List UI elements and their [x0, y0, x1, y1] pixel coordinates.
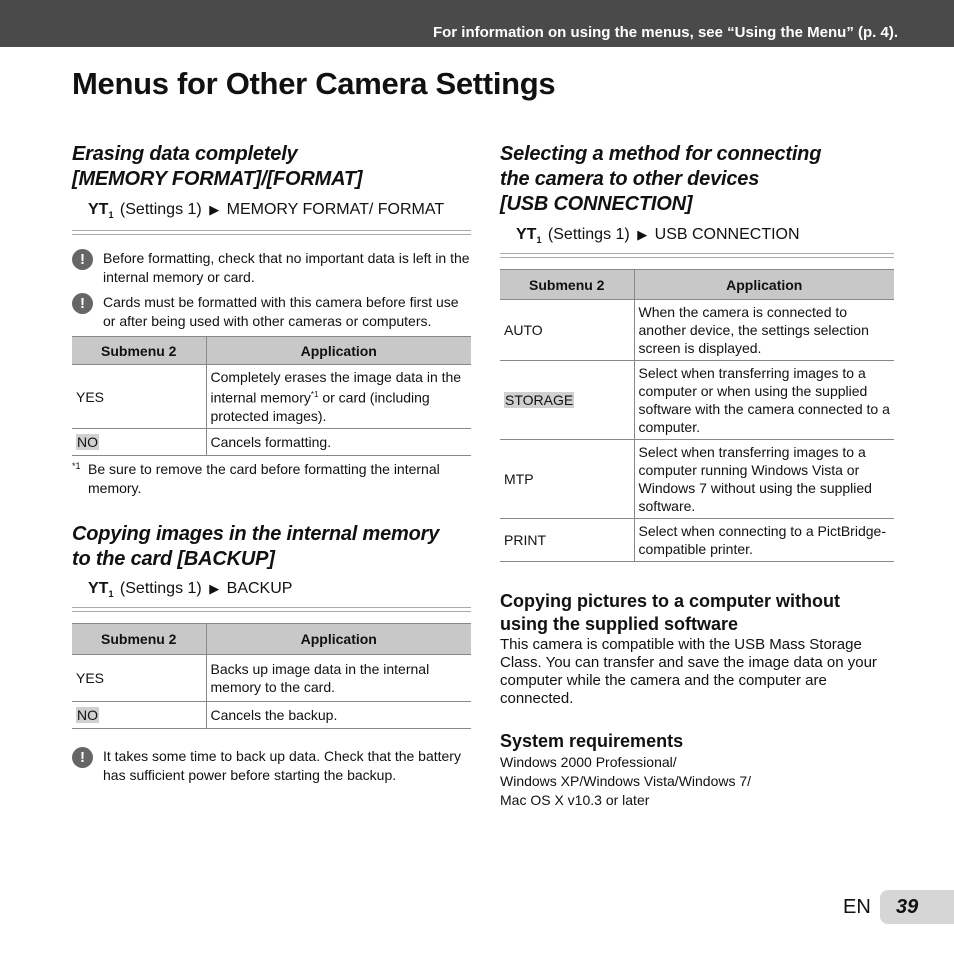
caution-note: ! Before formatting, check that no important data is left in the internal memory or card.: [72, 249, 471, 287]
sysreq-list: [500, 753, 894, 810]
column-header: Submenu 2: [500, 270, 634, 300]
submenu-cell: YES: [72, 655, 206, 702]
application-cell: Select when transferring images to a computer or when using the supplied software with the camera connected to a computer.: [634, 361, 894, 440]
header-bar: [0, 0, 954, 47]
backup-menu-path: $YT_1$ (Settings 1) ▶ BACKUP: [88, 579, 293, 600]
copying-body: This camera is compatible with the USB Mass Storage Class. You can transfer and save the image data on your computer while the camera and the computer are connected.: [500, 636, 877, 708]
caution-icon: !: [72, 249, 93, 270]
table-row: [72, 655, 471, 702]
submenu-cell: NO: [72, 702, 206, 729]
format-menu-path: $YT_1$ (Settings 1) ▶ MEMORY FORMAT/ FORMAT: [88, 201, 445, 221]
table-row: [500, 519, 894, 562]
sysreq-heading: System requirements: [500, 731, 684, 752]
application-cell: Select when transferring images to a computer running Windows Vista or Windows 7 without using the supplied software.: [634, 440, 894, 519]
application-cell: When the camera is connected to another device, the settings selection screen is displayed.: [634, 300, 894, 361]
caution-note: ! Cards must be formatted with this camera before first use or after being used with other cameras or computers.: [72, 293, 471, 331]
sysreq-line: Mac OS X v10.3 or later: [500, 792, 650, 809]
submenu-cell: YES: [72, 365, 206, 429]
table-row: [72, 702, 471, 729]
column-header: Application: [206, 337, 471, 365]
column-header: Application: [206, 624, 471, 655]
submenu-cell: NO: [72, 428, 206, 455]
usb-heading: Selecting a method for connecting the camera to other devices [USB CONNECTION]: [500, 143, 822, 215]
arrow-right-icon: ▶: [209, 202, 220, 217]
usb-table: [500, 269, 894, 562]
application-cell: Cancels the backup.: [206, 702, 471, 729]
format-heading: Erasing data completely [MEMORY FORMAT]/[FORMAT]: [72, 143, 363, 190]
caution-icon: !: [72, 747, 93, 768]
application-cell: Cancels formatting.: [206, 428, 471, 455]
settings-icon: $YT_1$: [88, 579, 114, 600]
backup-table: [72, 623, 471, 729]
sysreq-line: Windows 2000 Professional/: [500, 754, 677, 771]
caution-icon: !: [72, 293, 93, 314]
header-info: For information on using the menus, see “Using the Menu” (p. 4).: [432, 24, 898, 41]
application-cell: Completely erases the image data in the internal memory$^{*1}$ or card (including protected images).: [206, 365, 471, 429]
arrow-right-icon: ▶: [209, 580, 220, 596]
divider: [72, 607, 471, 612]
column-header: Submenu 2: [72, 624, 206, 655]
submenu-cell: MTP: [500, 440, 634, 519]
settings-icon: $YT_1$: [516, 226, 542, 246]
caution-note: ! It takes some time to back up data. Check that the battery has sufficient power before starting the backup.: [72, 747, 471, 785]
table-row: [500, 440, 894, 519]
submenu-cell: STORAGE: [500, 361, 634, 440]
page-title: Menus for Other Camera Settings: [72, 66, 556, 101]
application-cell: Backs up image data in the internal memory to the card.: [206, 655, 471, 702]
table-row: [500, 361, 894, 440]
backup-heading: Copying images in the internal memory to the card [BACKUP]: [72, 522, 440, 570]
page-number: 39: [880, 890, 954, 924]
settings-icon: $YT_1$: [88, 201, 114, 221]
application-cell: Select when connecting to a PictBridge-compatible printer.: [634, 519, 894, 562]
sysreq-line: Windows XP/Windows Vista/Windows 7/: [500, 773, 752, 790]
submenu-cell: AUTO: [500, 300, 634, 361]
format-table: [72, 336, 471, 456]
right-column: [500, 142, 894, 810]
arrow-right-icon: ▶: [637, 227, 648, 242]
table-row: [72, 428, 471, 455]
column-header: Application: [634, 270, 894, 300]
table-row: [500, 300, 894, 361]
language-label: EN: [843, 896, 871, 918]
usb-menu-path: $YT_1$ (Settings 1) ▶ USB CONNECTION: [516, 226, 800, 246]
left-column: [72, 142, 471, 785]
divider: [500, 253, 894, 258]
column-header: Submenu 2: [72, 337, 206, 365]
table-row: [72, 365, 471, 429]
submenu-cell: PRINT: [500, 519, 634, 562]
footnote: *1 Be sure to remove the card before formatting the internal memory.: [72, 460, 440, 496]
divider: [72, 230, 471, 235]
copying-heading: Copying pictures to a computer without using the supplied software: [500, 591, 841, 635]
